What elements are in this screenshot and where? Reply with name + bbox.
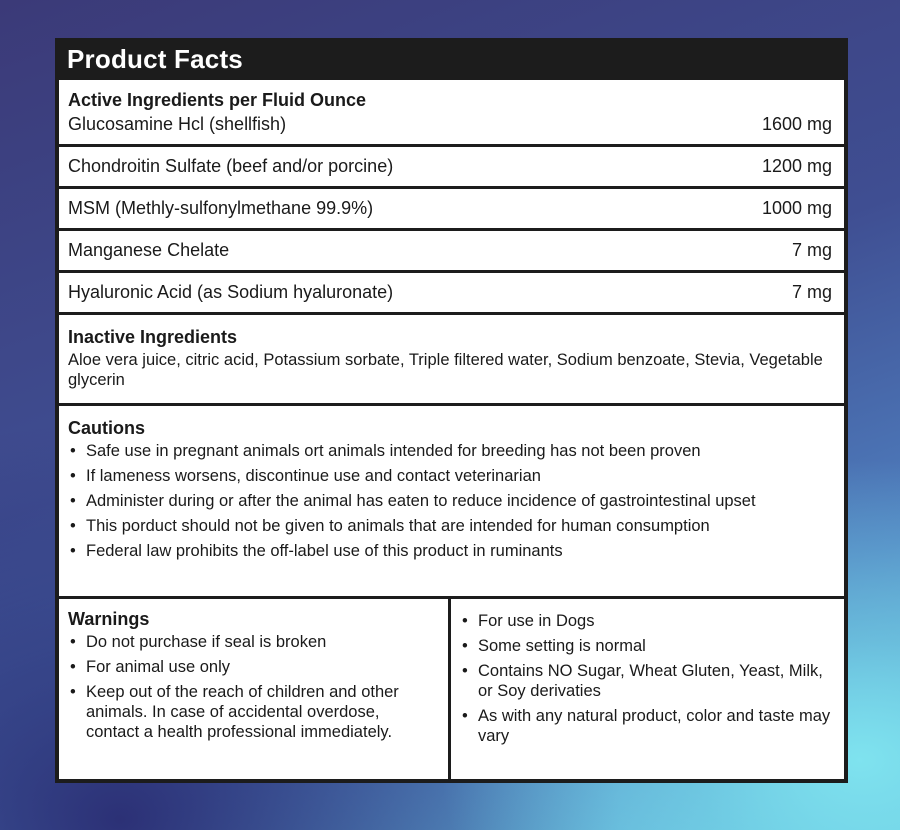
ingredient-row — [59, 105, 844, 147]
bottom-split — [59, 599, 844, 779]
warnings-list — [59, 632, 448, 742]
cautions-section — [59, 406, 844, 596]
ingredient-amount: 7 mg — [791, 282, 832, 302]
caution-item: • Administer during or after the animal has eaten to reduce incidence of gastrointestinal upset — [68, 491, 832, 511]
note-item: • As with any natural product, color and taste may vary — [460, 706, 832, 746]
ingredient-row — [59, 147, 844, 189]
inactive-ingredients-heading: Inactive Ingredients — [68, 327, 238, 347]
notes-section — [451, 599, 844, 779]
caution-item: • This porduct should not be given to animals that are intended for human consumption — [68, 516, 832, 536]
inactive-ingredients-text: Aloe vera juice, citric acid, Potassium sorbate, Triple filtered water, Sodium benzoate, Stevia, Vegetable glycerin — [68, 351, 823, 389]
caution-item: • Safe use in pregnant animals ort animals intended for breeding has not been proven — [68, 441, 832, 461]
caution-item: • If lameness worsens, discontinue use and contact veterinarian — [68, 466, 832, 486]
note-item: • For use in Dogs — [460, 611, 832, 631]
warning-item: • For animal use only — [68, 657, 436, 677]
panel-title: Product Facts — [67, 44, 243, 74]
active-ingredients-list — [59, 105, 844, 312]
inactive-ingredients-section — [59, 315, 844, 403]
note-item: • Contains NO Sugar, Wheat Gluten, Yeast, Milk, or Soy derivaties — [460, 661, 832, 701]
ingredient-name: Chondroitin Sulfate (beef and/or porcine) — [68, 156, 394, 176]
ingredient-name: MSM (Methly-sulfonylmethane 99.9%) — [68, 198, 374, 218]
ingredient-row — [59, 231, 844, 273]
ingredient-name: Glucosamine Hcl (shellfish) — [68, 114, 287, 134]
active-ingredients-heading: Active Ingredients per Fluid Ounce — [68, 90, 367, 110]
note-item: • Some setting is normal — [460, 636, 832, 656]
ingredient-amount: 7 mg — [791, 240, 832, 260]
ingredient-amount: 1200 mg — [761, 156, 832, 176]
warning-item: • Keep out of the reach of children and other animals. In case of accidental overdose, contact a health professional immediately. — [68, 682, 436, 742]
caution-item: • Federal law prohibits the off-label use of this product in ruminants — [68, 541, 832, 561]
ingredient-amount: 1000 mg — [761, 198, 832, 218]
warning-item: • Do not purchase if seal is broken — [68, 632, 436, 652]
ingredient-row — [59, 273, 844, 312]
ingredient-amount: 1600 mg — [761, 114, 832, 134]
ingredient-name: Hyaluronic Acid (as Sodium hyaluronate) — [68, 282, 394, 302]
warnings-heading: Warnings — [68, 609, 150, 629]
ingredient-row — [59, 189, 844, 231]
active-ingredients-section — [59, 80, 844, 312]
cautions-list — [59, 441, 844, 561]
notes-list — [451, 611, 844, 746]
ingredient-name: Manganese Chelate — [68, 240, 230, 260]
product-facts-panel — [55, 38, 848, 783]
warnings-section — [59, 599, 448, 779]
cautions-heading: Cautions — [68, 418, 146, 438]
